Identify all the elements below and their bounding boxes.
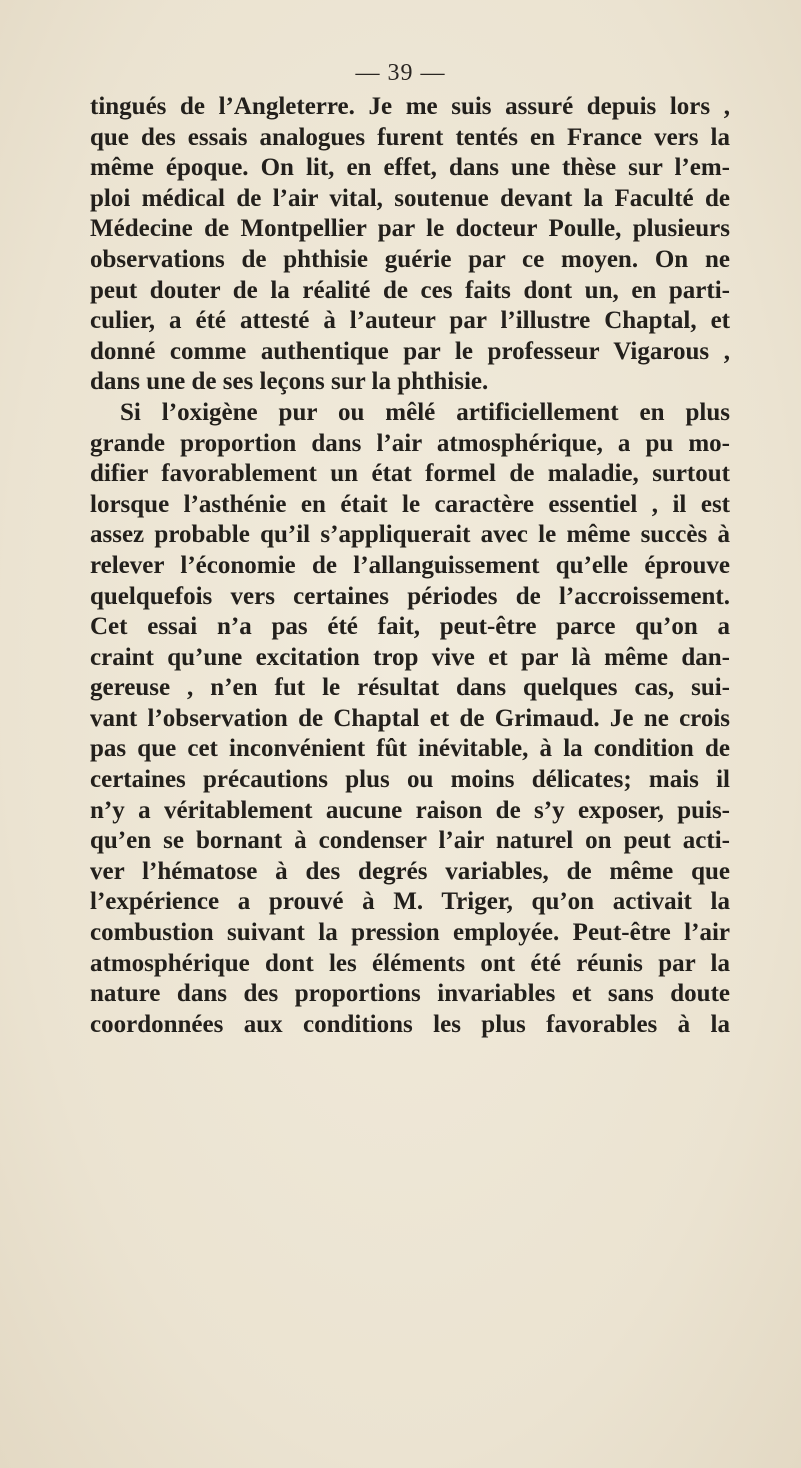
text-line: quelquefois vers certaines périodes de l’accroissement.: [90, 582, 730, 610]
text-line: observations de phthisie guérie par ce moyen. On ne: [90, 245, 730, 273]
text-line: grande proportion dans l’air atmosphérique, a pu mo-: [90, 429, 730, 457]
text-line: relever l’économie de l’allanguissement qu’elle éprouve: [90, 551, 730, 579]
text-line: difier favorablement un état formel de maladie, surtout: [90, 460, 730, 488]
text-line: dans une de ses leçons sur la phthisie.: [90, 368, 489, 396]
text-line: coordonnées aux conditions les plus favorables à la: [90, 1010, 730, 1038]
text-line: que des essais analogues furent tentés en France vers la: [90, 123, 730, 151]
text-line: combustion suivant la pression employée. Peut-être l’air: [90, 919, 730, 947]
text-line: certaines précautions plus ou moins délicates; mais il: [90, 766, 730, 794]
text-line: n’y a véritablement aucune raison de s’y exposer, puis-: [90, 796, 730, 824]
text-line: qu’en se bornant à condenser l’air naturel on peut acti-: [90, 827, 730, 855]
text-line: même époque. On lit, en effet, dans une thèse sur l’em-: [90, 154, 730, 182]
text-line: atmosphérique dont les éléments ont été réunis par la: [90, 949, 730, 977]
text-line: craint qu’une excitation trop vive et par là même dan-: [90, 643, 730, 671]
text-line: vant l’observation de Chaptal et de Grimaud. Je ne crois: [90, 704, 730, 732]
text-line: Si l’oxigène pur ou mêlé artificiellement en plus: [120, 398, 730, 426]
text-line: donné comme authentique par le professeur Vigarous ,: [90, 337, 730, 365]
text-line: gereuse , n’en fut le résultat dans quelques cas, sui-: [90, 674, 730, 702]
text-line: nature dans des proportions invariables et sans doute: [90, 980, 730, 1008]
text-line: pas que cet inconvénient fût inévitable, à la condition de: [90, 735, 730, 763]
text-line: peut douter de la réalité de ces faits dont un, en parti-: [90, 276, 730, 304]
text-line: ver l’hématose à des degrés variables, de même que: [90, 857, 730, 885]
text-line: ploi médical de l’air vital, soutenue devant la Faculté de: [90, 184, 730, 212]
text-line: tingués de l’Angleterre. Je me suis assuré depuis lors ,: [90, 93, 730, 120]
text-line: l’expérience a prouvé à M. Triger, qu’on activait la: [90, 888, 730, 916]
text-line: assez probable qu’il s’appliquerait avec le même succès à: [90, 521, 730, 549]
text-line: culier, a été attesté à l’auteur par l’illustre Chaptal, et: [90, 307, 730, 335]
text-line: Cet essai n’a pas été fait, peut-être parce qu’on a: [90, 613, 730, 641]
body-text: [90, 92, 730, 1040]
page-number: — 39 —: [355, 60, 446, 86]
text-line: lorsque l’asthénie en était le caractère essentiel , il est: [90, 490, 730, 518]
text-line: Médecine de Montpellier par le docteur Poulle, plusieurs: [90, 215, 730, 243]
